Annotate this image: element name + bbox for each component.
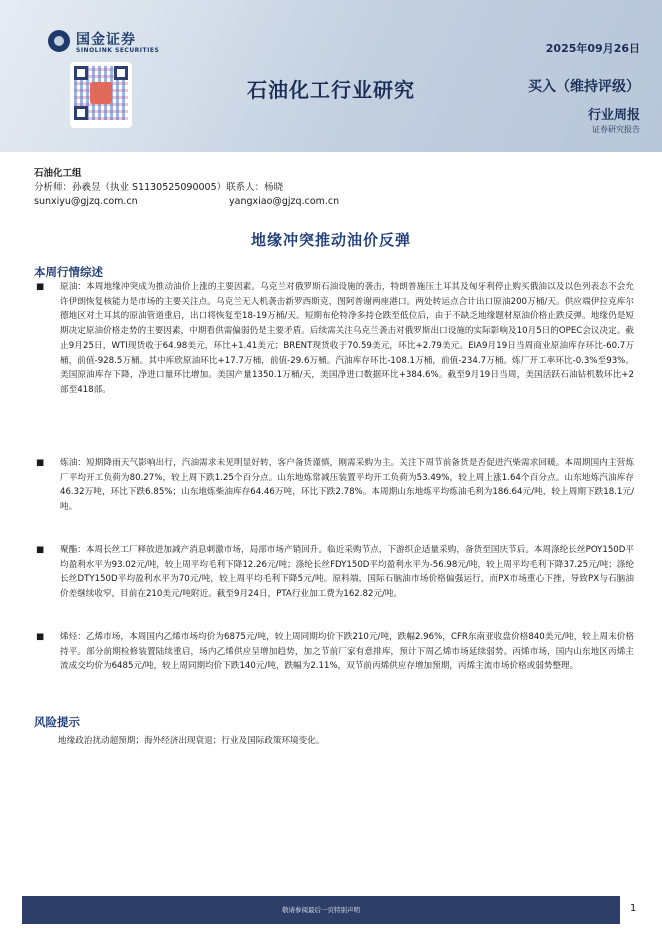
section-heading-weekly: 本周行情综述 — [34, 265, 103, 279]
paragraph-text: 聚酯：本周长丝工厂释放进加减产消息刺激市场，局部市场产销回升。临近采购节点，下游织企适量采购，备货至国庆节后。本周涤纶长丝POY150D平均盈利水平为93.02元/吨，较上周平均毛利下降12.26元/吨；涤纶长丝FDY150D平均盈利水平为-56.98元/吨，较上周平均毛利下降37.25元/吨；涤纶长丝DTY150D平均盈利水平为70元/吨，较上周平均毛利下降5元/吨。原料端，国际石脑油市场价格偏强运行，而PX市场重心下挫，导致PX与石脑油价差继续收窄，目前在210美元/吨附近。截至9月24日，PTA行业加工费为162.82元/吨。 — [60, 545, 634, 600]
header-divider — [0, 152, 662, 162]
paragraph-refining — [36, 456, 634, 515]
report-subcategory: 证券研究报告 — [592, 125, 640, 134]
report-date: 2025年09月26日 — [545, 42, 640, 55]
logo-mark-icon — [48, 30, 70, 52]
report-category: 行业周报 — [587, 108, 640, 123]
paragraph-text: 原油：本周地缘冲突成为推动油价上涨的主要因素。乌克兰对俄罗斯石油设施的袭击，特朗普施压土耳其及匈牙利停止购买俄油以及以色列表态不会允许伊朗恢复核能力是市场的主要关注点。乌克兰无人机袭击新罗西斯克，图阿普谢两座港口。两处转运点合计出口原油200万桶/天。供应端伊拉克库尔德地区对土耳其的原油管道重启，出口将恢复至18-19万桶/天。短期布伦特净多持仓跌至低位后，由于不缺乏地缘题材原油价格止跌反弹。地缘仍是短期决定原油价格走势的主要因素，中期看供需偏弱仍是主要矛盾。后续需关注乌克兰袭击对俄罗斯出口设施的实际影响及10月5日的OPEC会议决定。截止9月25日，WTI现货收于64.98美元，环比+1.41美元；BRENT现货收于70.59美元，环比+2.79美元。EIA9月19日当周商业原油库存环比-60.7万桶，前值-928.5万桶。其中库欣原油环比+17.7万桶，前值-29.6万桶。汽油库存环比-108.1万桶，前值-234.7万桶。炼厂开工率环比-0.3%至93%。美国原油库存下降，净进口量环比增加。美国产量1350.1万桶/天，美国净进口数据环比+384.6%。截至9月19日当周，美国活跃石油钻机数环比+2部至418部。 — [60, 282, 634, 395]
brand-logo — [22, 28, 202, 64]
report-header — [0, 0, 662, 150]
analyst-email[interactable]: sunxiyu@gjzq.com.cn — [34, 196, 138, 207]
contact-email[interactable]: yangxiao@gjzq.com.cn — [229, 196, 340, 207]
analyst-line: 分析师：孙羲昱（执业 S1130525090005）联系人：杨晓 — [34, 182, 284, 193]
analyst-emails — [34, 195, 634, 209]
paragraph-text: 炼油：短期降雨天气影响出行，汽油需求未见明显好转，客户备货谨慎，刚需采购为主。关注下周节前备货是否促进汽柴需求回暖。本周期国内主营炼厂平均开工负荷为80.27%，较上周下跌1.25个百分点。山东地炼常减压装置平均开工负荷为53.49%，较上周上涨1.64个百分点。山东地炼汽油库存46.32万吨，环比下跌6.85%；山东地炼柴油库存64.46万吨，环比下跌2.78%。本周期山东地炼平均炼油毛利为186.64元/吨，较上周期下跌18.1元/吨。 — [60, 458, 634, 513]
paragraph-text: 烯烃：乙烯市场，本周国内乙烯市场均价为6875元/吨，较上周同期均价下跌210元/吨，跌幅2.96%，CFR东南亚收盘价格840美元/吨，较上周末价格持平。部分前期检修装置陆续重启，场内乙烯供应呈增加趋势，加之节前厂家有意排库，预计下周乙烯市场延续弱势。丙烯市场，国内山东地区丙烯主流成交均价为6485元/吨，较上周同期均价下跌140元/吨，跌幅为2.11%，双节前丙烯供应存增加预期，丙烯主流市场价格或弱势整理。 — [60, 632, 634, 672]
page-number: 1 — [630, 903, 637, 914]
footer-disclaimer[interactable]: 敬请参阅最后一页特别声明 — [282, 906, 360, 914]
rating-label: 买入（维持评级） — [528, 79, 640, 95]
logo-name-en: SINOLINK SECURITIES — [76, 47, 160, 54]
report-title: 地缘冲突推动油价反弹 — [250, 231, 411, 249]
bullet-icon: ■ — [36, 458, 45, 468]
bullet-icon: ■ — [36, 282, 45, 292]
bullet-icon: ■ — [36, 545, 45, 555]
analyst-info — [34, 167, 634, 209]
team-name: 石油化工组 — [34, 168, 82, 179]
section-heading-risk: 风险提示 — [34, 715, 80, 729]
paragraph-polyester — [36, 543, 634, 602]
paragraph-olefins — [36, 630, 634, 674]
risk-text: 地缘政治扰动超预期；海外经济出现衰退；行业及国际政策环境变化。 — [58, 736, 325, 746]
qr-corner — [74, 106, 88, 120]
logo-name-cn: 国金证券 — [76, 32, 136, 48]
report-industry-title: 石油化工行业研究 — [247, 78, 415, 102]
bullet-icon: ■ — [36, 632, 45, 642]
paragraph-crude-oil — [36, 280, 634, 398]
